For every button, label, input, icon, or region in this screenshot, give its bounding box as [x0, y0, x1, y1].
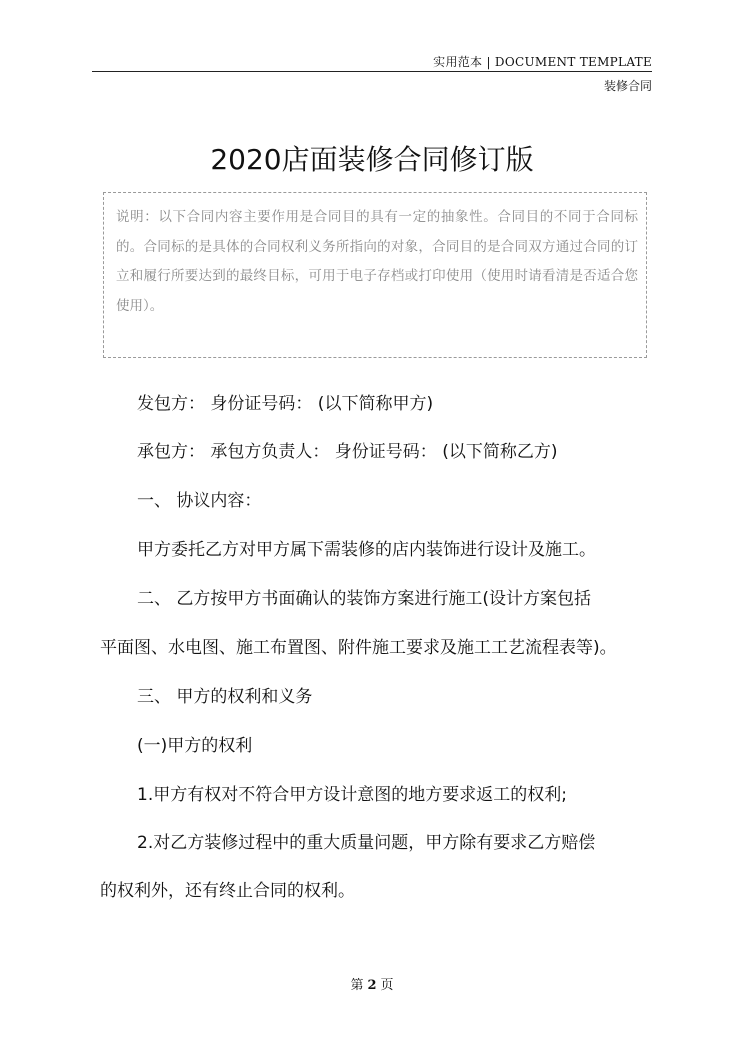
section-two-line1: 二、 乙方按甲方书面确认的装饰方案进行施工(设计方案包括 [137, 589, 592, 609]
subsection-party-a-rights: (一)甲方的权利 [137, 736, 253, 756]
note-box: 说明：以下合同内容主要作用是合同目的具有一定的抽象性。合同目的不同于合同标的。合同标的是具体的合同权利义务所指向的对象，合同目的是合同双方通过合同的订立和履行所要达到的最终目标，可用于电子存档或打印使用（使用时请看清是否适合您使用）。 [103, 192, 647, 358]
clause-2-line2: 的权利外，还有终止合同的权利。 [100, 881, 355, 901]
page-number: 2 [367, 978, 377, 993]
header-divider [92, 71, 652, 72]
section-one-heading: 一、 协议内容： [137, 491, 262, 511]
party-a-line: 发包方： 身份证号码： (以下简称甲方) [137, 394, 434, 414]
section-three-heading: 三、 甲方的权利和义务 [137, 687, 313, 707]
document-title: 2020店面装修合同修订版 [210, 143, 534, 176]
clause-1: 1.甲方有权对不符合甲方设计意图的地方要求返工的权利; [137, 785, 567, 805]
header-contract-type: 装修合同 [603, 79, 652, 93]
party-b-line: 承包方： 承包方负责人： 身份证号码： (以下简称乙方) [137, 442, 558, 462]
clause-2-line1: 2.对乙方装修过程中的重大质量问题，甲方除有要求乙方赔偿 [137, 833, 596, 853]
footer-prefix: 第 [350, 978, 364, 993]
header-document-template: 实用范本 | DOCUMENT TEMPLATE [433, 55, 652, 69]
page-footer [0, 974, 744, 993]
footer-suffix: 页 [380, 978, 394, 993]
section-two-line2: 平面图、水电图、施工布置图、附件施工要求及施工工艺流程表等)。 [100, 638, 617, 658]
paragraph-commission: 甲方委托乙方对甲方属下需装修的店内装饰进行设计及施工。 [137, 540, 596, 560]
